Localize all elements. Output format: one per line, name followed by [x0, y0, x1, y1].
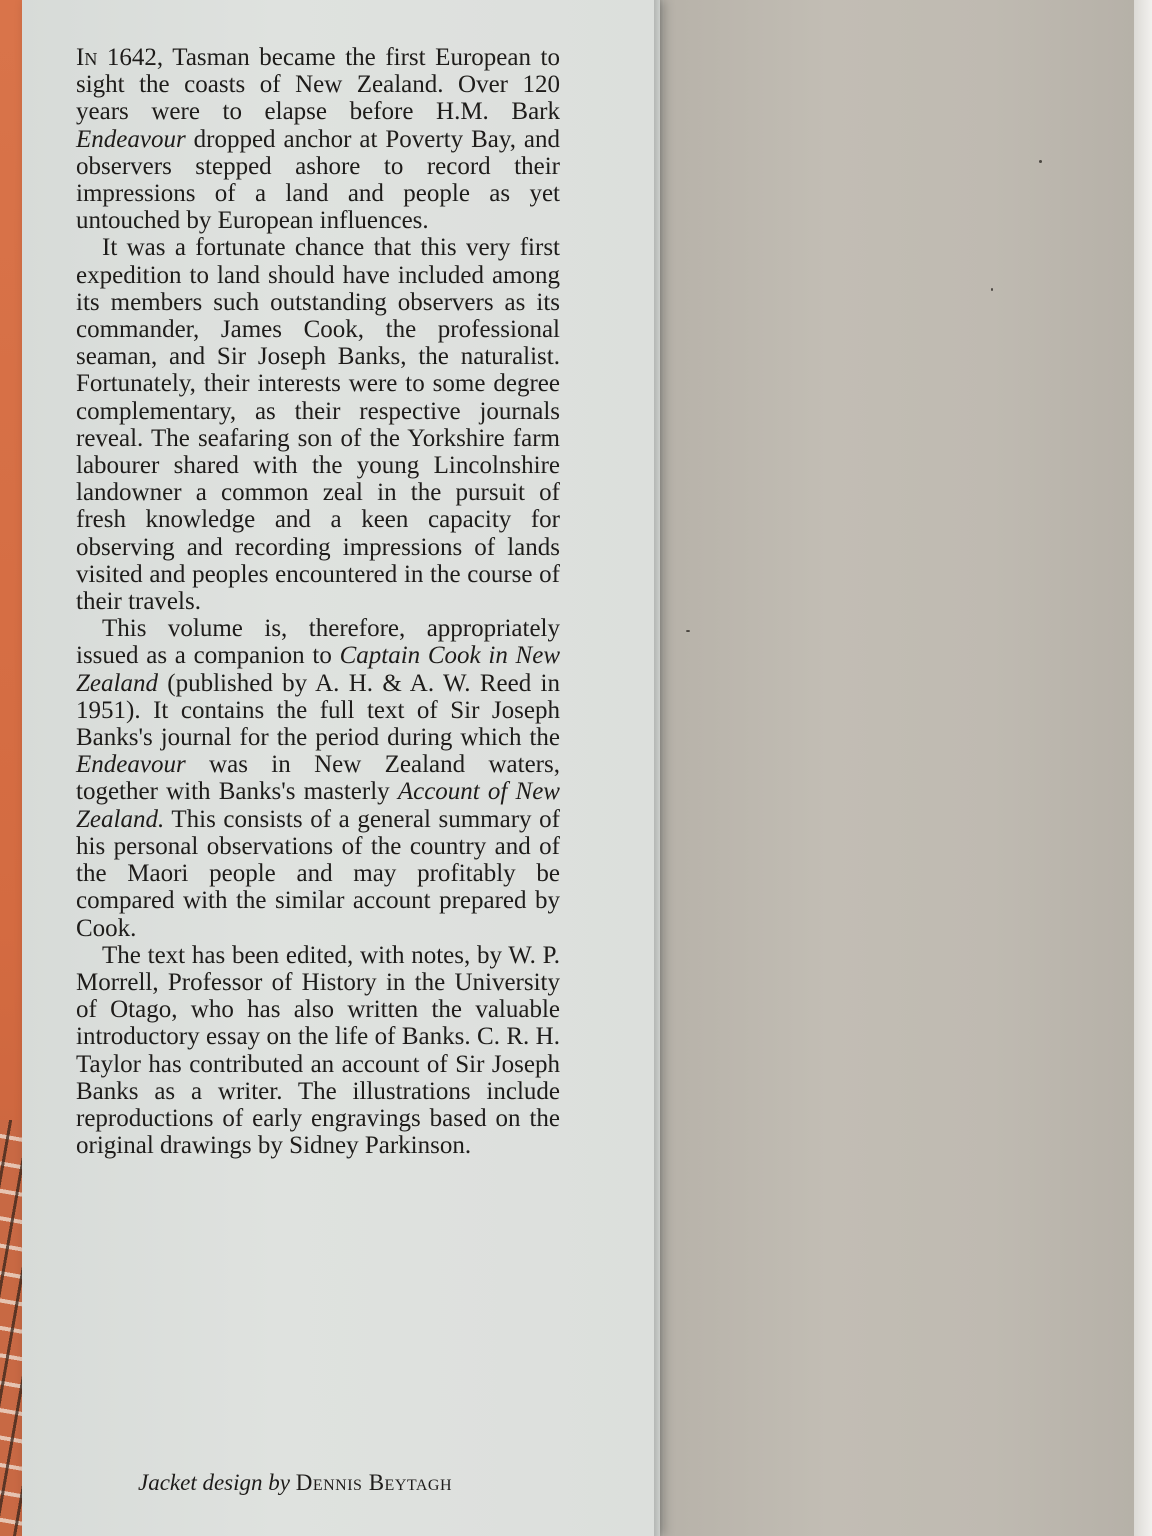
paragraph [76, 942, 560, 1160]
text-italic: Captain Cook in New Zealand [76, 642, 561, 697]
text-run: It was a fortunate chance that this very first expedition to land should have included among its members such outstanding observers as its commander, James Cook, the professional seaman, and Sir Joseph Banks, the naturalist. Fortunately, their interests were to some degree complementary, as their respective journals reveal. The seafaring son of the Yorkshire farm labourer shared with the young Lincolnshire landowner a common zeal in the pursuit of fresh knowledge and a keen capacity for observing and recording impressions of lands visited and peoples encountered in the course of their travels. [76, 234, 560, 616]
board-page-edge [1134, 0, 1152, 1536]
paragraph [76, 234, 560, 615]
text-run: This volume is, therefore, appropriately issued as a companion to [76, 615, 560, 670]
flap-shadow [654, 0, 664, 1536]
text-smallcaps: In [76, 44, 98, 71]
text-run: was in New Zealand waters, together with Banks's masterly [76, 751, 560, 806]
designer-name: Dennis Beytagh [295, 1470, 453, 1495]
paragraph [76, 44, 560, 234]
text-run: dropped anchor at Poverty Bay, and observers stepped ashore to record their impressions of a land and people as yet untouched by European influences. [76, 125, 560, 235]
text-italic: Account of New Zealand. [76, 778, 560, 833]
text-run: 1642, Tasman became the first European to sight the coasts of New Zealand. Over 120 years were to elapse before H.M. Bark [76, 44, 560, 126]
flap-blurb [76, 44, 560, 1159]
board-speck [686, 630, 690, 632]
text-italic: Endeavour [76, 751, 186, 779]
credit-prefix: Jacket design by [138, 1470, 290, 1495]
jacket-flap [22, 0, 660, 1536]
text-run: This consists of a general summary of his personal observations of the country and of the Maori people and may profitably be compared with the similar account prepared by Cook. [76, 805, 560, 942]
jacket-credit [138, 1470, 578, 1496]
board-speck [991, 288, 993, 291]
text-run: (published by A. H. & A. W. Reed in 1951). It contains the full text of Sir Joseph Banks's journal for the period during which the [76, 669, 560, 752]
text-italic: Endeavour [76, 125, 186, 153]
board-speck [1039, 160, 1042, 163]
back-board [664, 0, 1134, 1536]
paragraph [76, 615, 560, 941]
text-run: The text has been edited, with notes, by W. P. Morrell, Professor of History in the University of Otago, who has also written the valuable introductory essay on the life of Banks. C. R. H. Taylor has contributed an account of Sir Joseph Banks as a writer. The illustrations include reproductions of early engravings based on the original drawings by Sidney Parkinson. [76, 941, 560, 1160]
